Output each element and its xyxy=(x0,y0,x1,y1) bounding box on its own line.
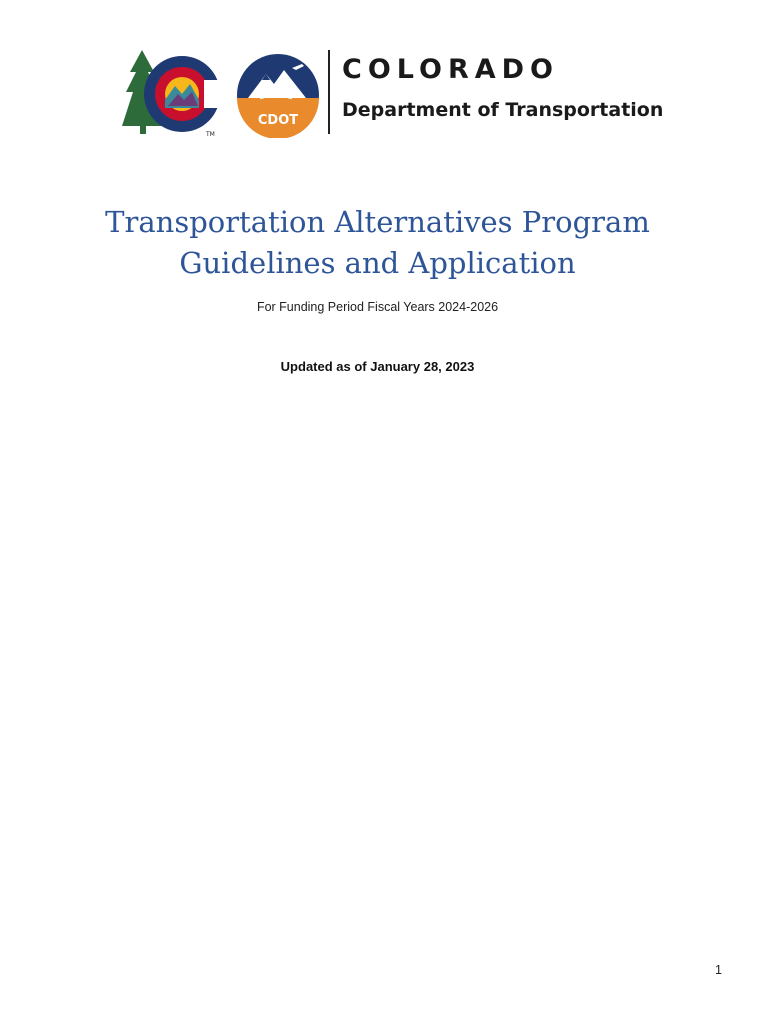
cdot-logo xyxy=(120,48,680,138)
colorado-c-logo-icon xyxy=(120,48,230,138)
document-title-line-1: Transportation Alternatives Program xyxy=(105,205,650,239)
logo-state-text: COLORADO xyxy=(342,54,560,85)
cdot-badge-icon xyxy=(232,52,324,138)
logo-divider xyxy=(328,50,330,134)
logo-department-text: Department of Transportation xyxy=(342,99,664,121)
page-number: 1 xyxy=(715,963,722,977)
svg-text:CDOT: CDOT xyxy=(257,113,299,128)
document-title-line-2: Guidelines and Application xyxy=(179,246,576,280)
updated-date: Updated as of January 28, 2023 xyxy=(280,359,475,374)
document-subtitle: For Funding Period Fiscal Years 2024-2026 xyxy=(256,300,499,314)
svg-text:TM: TM xyxy=(206,131,215,138)
document-title xyxy=(0,202,755,284)
